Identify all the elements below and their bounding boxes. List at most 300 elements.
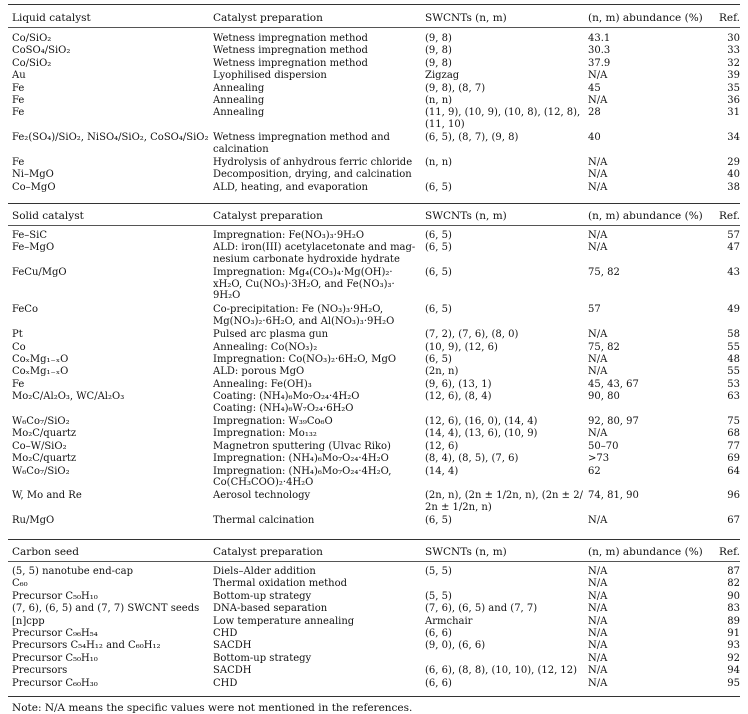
cell-ref xyxy=(700,70,740,82)
cell-line: N/A xyxy=(588,615,608,627)
cell-catalyst xyxy=(12,441,210,453)
cell-line: 83 xyxy=(727,603,740,615)
cell-abundance xyxy=(588,83,692,95)
cell-line: 45 xyxy=(588,82,601,94)
cell-preparation xyxy=(213,453,419,465)
cell-swcnts xyxy=(425,45,585,57)
cell-swcnts xyxy=(425,453,585,465)
cell-line: Mg(NO₃)₂·6H₂O, and Al(NO₃)₃·9H₂O xyxy=(213,315,395,327)
cell-ref xyxy=(700,591,740,603)
cell-line: Impregnation: Co(NO₃)₂·6H₂O, MgO xyxy=(213,354,397,365)
cell-line: 35 xyxy=(727,82,740,94)
cell-line: >73 xyxy=(588,453,610,465)
cell-abundance xyxy=(588,242,692,254)
cell-line: Fe₂(SO₄)/SiO₂, NiSO₄/SiO₂, CoSO₄/SiO₂ xyxy=(12,132,209,144)
cell-line: Co–MgO xyxy=(12,181,56,193)
cell-line: 92, 80, 97 xyxy=(588,416,639,427)
cell-abundance xyxy=(588,591,692,603)
cell-line: Co/SiO₂ xyxy=(12,57,52,69)
cell-preparation xyxy=(213,591,419,603)
cell-swcnts xyxy=(425,304,585,316)
cell-line: (12, 6), (8, 4) xyxy=(425,391,492,403)
cell-line: Annealing: Co(NO₃)₂ xyxy=(213,341,318,353)
cell-ref xyxy=(700,566,740,578)
cell-line: 45, 43, 67 xyxy=(588,378,639,390)
cell-preparation xyxy=(213,107,419,119)
cell-abundance xyxy=(588,70,692,82)
cell-line: N/A xyxy=(588,603,608,615)
cell-abundance xyxy=(588,107,692,119)
cell-line: DNA-based separation xyxy=(213,603,328,615)
cell-line: (14, 4), (13, 6), (10, 9) xyxy=(425,428,538,440)
cell-swcnts xyxy=(425,132,585,144)
cell-abundance xyxy=(588,653,692,665)
cell-line: N/A xyxy=(588,157,608,168)
section-top-rule xyxy=(8,4,740,5)
cell-preparation xyxy=(213,58,419,70)
cell-swcnts xyxy=(425,490,585,513)
cell-ref xyxy=(700,169,740,181)
cell-abundance xyxy=(588,616,692,628)
cell-ref xyxy=(700,107,740,119)
cell-abundance xyxy=(588,640,692,652)
cell-preparation xyxy=(213,428,419,440)
cell-line: (9, 8) xyxy=(425,33,452,44)
cell-line: (2n, n), (2n ± 1/2n, n), (2n ± 2/ xyxy=(425,490,583,502)
cell-line: 40 xyxy=(727,169,740,181)
cell-abundance xyxy=(588,304,692,316)
cell-line: [n]cpp xyxy=(12,615,45,627)
cell-line: Ni–MgO xyxy=(12,169,54,181)
cell-line: 40 xyxy=(588,132,601,144)
section-header-rule xyxy=(8,561,740,562)
cell-abundance xyxy=(588,342,692,354)
cell-line: 31 xyxy=(727,107,740,119)
cell-abundance xyxy=(588,58,692,70)
cell-swcnts xyxy=(425,242,585,254)
cell-preparation xyxy=(213,441,419,453)
cell-line: (6, 5) xyxy=(425,515,452,527)
cell-ref xyxy=(700,95,740,107)
cell-ref xyxy=(700,578,740,590)
cell-catalyst xyxy=(12,33,210,45)
header-cell-ref: Ref. xyxy=(719,546,740,558)
cell-line: 87 xyxy=(727,566,740,577)
cell-line: Mo₂C/Al₂O₃, WC/Al₂O₃ xyxy=(12,391,125,403)
header-cell-abundance: (n, m) abundance (%) xyxy=(588,546,703,558)
cell-preparation xyxy=(213,678,419,690)
cell-ref xyxy=(700,242,740,254)
cell-ref xyxy=(700,466,740,478)
cell-ref xyxy=(700,230,740,242)
cell-line: 94 xyxy=(727,665,740,677)
cell-line: (7, 6), (6, 5) and (7, 7) SWCNT seeds xyxy=(12,603,200,615)
cell-swcnts xyxy=(425,515,585,527)
cell-line: N/A xyxy=(588,578,608,590)
cell-swcnts xyxy=(425,428,585,440)
cell-line: Co-precipitation: Fe (NO₃)₃·9H₂O, xyxy=(213,304,384,316)
cell-line: N/A xyxy=(588,677,608,689)
cell-line: 75, 82 xyxy=(588,341,620,353)
cell-line: Precursor C₅₀H₁₀ xyxy=(12,652,98,664)
cell-line: (9, 8), (8, 7) xyxy=(425,82,486,94)
cell-line: (7, 6), (6, 5) and (7, 7) xyxy=(425,603,538,615)
cell-line: Armchair xyxy=(425,615,473,627)
cell-ref xyxy=(700,58,740,70)
cell-line: 62 xyxy=(588,465,601,477)
cell-swcnts xyxy=(425,342,585,354)
cell-line: N/A xyxy=(588,181,608,193)
cell-line: N/A xyxy=(588,428,608,440)
cell-line: 96 xyxy=(727,490,740,502)
cell-abundance xyxy=(588,466,692,478)
section-top-rule xyxy=(8,539,740,540)
cell-line: 74, 81, 90 xyxy=(588,490,639,502)
cell-catalyst xyxy=(12,628,210,640)
cell-swcnts xyxy=(425,603,585,615)
cell-line: (8, 4), (8, 5), (7, 6) xyxy=(425,453,519,465)
cell-catalyst xyxy=(12,578,210,590)
cell-preparation xyxy=(213,366,419,378)
cell-line: CHD xyxy=(213,677,238,689)
cell-line: ALD: iron(III) acetylacetonate and mag- xyxy=(213,242,416,254)
cell-line: (9, 8) xyxy=(425,45,452,57)
cell-line: Pt xyxy=(12,329,23,341)
cell-line: 53 xyxy=(727,378,740,390)
cell-line: 38 xyxy=(727,181,740,193)
header-cell-catalyst: Liquid catalyst xyxy=(12,12,91,24)
cell-swcnts xyxy=(425,566,585,578)
cell-catalyst xyxy=(12,83,210,95)
cell-line: Wetness impregnation method xyxy=(213,33,368,44)
cell-abundance xyxy=(588,132,692,144)
cell-line: N/A xyxy=(588,329,608,341)
cell-ref xyxy=(700,678,740,690)
cell-line: Fe xyxy=(12,378,25,390)
cell-line: 57 xyxy=(727,230,740,241)
cell-swcnts xyxy=(425,640,585,652)
cell-line: (6, 5) xyxy=(425,181,452,193)
cell-line: N/A xyxy=(588,242,608,254)
cell-preparation xyxy=(213,267,419,302)
cell-line: (6, 5), (8, 7), (9, 8) xyxy=(425,132,519,144)
cell-line: 82 xyxy=(727,578,740,590)
cell-line: Annealing: Fe(OH)₃ xyxy=(213,378,312,390)
cell-preparation xyxy=(213,169,419,181)
cell-swcnts xyxy=(425,95,585,107)
cell-line: Impregnation: Mg₄(CO₃)₄·Mg(OH)₂· xyxy=(213,267,393,279)
cell-line: Mo₂C/quartz xyxy=(12,453,77,465)
cell-line: Au xyxy=(12,70,26,82)
cell-ref xyxy=(700,132,740,144)
cell-line: W₆Co₇/SiO₂ xyxy=(12,416,70,427)
section-header-rule xyxy=(8,225,740,226)
cell-line: (6, 5) xyxy=(425,304,452,316)
cell-line: Fe xyxy=(12,157,25,168)
cell-catalyst xyxy=(12,58,210,70)
cell-line: 43 xyxy=(727,267,740,279)
cell-line: Bottom-up strategy xyxy=(213,652,312,664)
cell-line: FeCu/MgO xyxy=(12,267,67,279)
cell-ref xyxy=(700,45,740,57)
cell-abundance xyxy=(588,603,692,615)
cell-abundance xyxy=(588,391,692,403)
cell-ref xyxy=(700,304,740,316)
cell-line: W₆Co₇/SiO₂ xyxy=(12,465,70,477)
cell-line: (6, 5) xyxy=(425,242,452,254)
cell-line: Diels–Alder addition xyxy=(213,566,316,577)
cell-swcnts xyxy=(425,416,585,428)
cell-abundance xyxy=(588,453,692,465)
cell-line: N/A xyxy=(588,566,608,577)
cell-line: 9H₂O xyxy=(213,290,241,302)
header-cell-abundance: (n, m) abundance (%) xyxy=(588,12,703,24)
cell-swcnts xyxy=(425,678,585,690)
cell-abundance xyxy=(588,515,692,527)
cell-line: (6, 5) xyxy=(425,267,452,279)
cell-abundance xyxy=(588,329,692,341)
cell-preparation xyxy=(213,242,419,265)
cell-abundance xyxy=(588,354,692,366)
cell-swcnts xyxy=(425,70,585,82)
cell-ref xyxy=(700,157,740,169)
cell-preparation xyxy=(213,70,419,82)
cell-catalyst xyxy=(12,132,210,144)
table-bottom-rule xyxy=(8,696,740,697)
cell-line: 37.9 xyxy=(588,57,611,69)
cell-ref xyxy=(700,342,740,354)
table-note: Note: N/A means the specific values were not mentioned in the references. xyxy=(12,702,413,714)
header-cell-catalyst: Carbon seed xyxy=(12,546,79,558)
cell-preparation xyxy=(213,490,419,502)
cell-preparation xyxy=(213,628,419,640)
cell-line: SACDH xyxy=(213,665,252,677)
cell-line: Impregnation: W₃₉Co₆O xyxy=(213,416,333,427)
cell-abundance xyxy=(588,267,692,279)
cell-line: 69 xyxy=(727,453,740,465)
cell-line: Precursor C₉₆H₅₄ xyxy=(12,628,98,639)
cell-catalyst xyxy=(12,70,210,82)
cell-line: (6, 6) xyxy=(425,677,452,689)
cell-line: Impregnation: Mo₁₃₂ xyxy=(213,428,317,440)
cell-line: 68 xyxy=(727,428,740,440)
cell-line: Coating: (NH₄)₆Mo₇O₂₄·4H₂O xyxy=(213,391,360,403)
cell-abundance xyxy=(588,95,692,107)
cell-catalyst xyxy=(12,391,210,403)
cell-line: 91 xyxy=(727,628,740,639)
cell-line: (6, 6), (8, 8), (10, 10), (12, 12) xyxy=(425,665,578,677)
cell-line: Fe–MgO xyxy=(12,242,55,254)
cell-catalyst xyxy=(12,342,210,354)
cell-line: Co–W/SiO₂ xyxy=(12,440,67,452)
header-cell-ref: Ref. xyxy=(719,210,740,222)
cell-line: Low temperature annealing xyxy=(213,615,355,627)
cell-line: 30 xyxy=(727,33,740,44)
cell-line: N/A xyxy=(588,366,608,378)
cell-catalyst xyxy=(12,304,210,316)
cell-line: CoₓMg₁₋ₓO xyxy=(12,354,69,365)
cell-preparation xyxy=(213,566,419,578)
cell-catalyst xyxy=(12,379,210,391)
cell-line: 48 xyxy=(727,354,740,365)
cell-line: 92 xyxy=(727,652,740,664)
cell-line: 50–70 xyxy=(588,440,619,452)
cell-catalyst xyxy=(12,490,210,502)
cell-preparation xyxy=(213,354,419,366)
cell-preparation xyxy=(213,83,419,95)
cell-catalyst xyxy=(12,230,210,242)
cell-line: (7, 2), (7, 6), (8, 0) xyxy=(425,329,519,341)
cell-preparation xyxy=(213,182,419,194)
header-cell-swcnts: SWCNTs (n, m) xyxy=(425,546,507,558)
cell-ref xyxy=(700,329,740,341)
cell-preparation xyxy=(213,603,419,615)
cell-swcnts xyxy=(425,182,585,194)
cell-preparation xyxy=(213,157,419,169)
cell-preparation xyxy=(213,391,419,414)
cell-line: Pulsed arc plasma gun xyxy=(213,329,329,341)
cell-abundance xyxy=(588,182,692,194)
cell-ref xyxy=(700,366,740,378)
cell-line: CoₓMg₁₋ₓO xyxy=(12,366,69,378)
cell-ref xyxy=(700,267,740,279)
cell-line: Co xyxy=(12,341,26,353)
cell-swcnts xyxy=(425,107,585,130)
cell-line: 58 xyxy=(727,329,740,341)
section-top-rule xyxy=(8,203,740,204)
cell-line: Annealing xyxy=(213,107,265,119)
cell-line: Precursor C₆₀H₃₀ xyxy=(12,677,98,689)
cell-line: Thermal calcination xyxy=(213,515,315,527)
cell-preparation xyxy=(213,515,419,527)
cell-line: (6, 6) xyxy=(425,628,452,639)
cell-catalyst xyxy=(12,416,210,428)
cell-line: Wetness impregnation method and xyxy=(213,132,390,144)
cell-line: 36 xyxy=(727,95,740,106)
cell-line: 89 xyxy=(727,615,740,627)
cell-line: Impregnation: Fe(NO₃)₃·9H₂O xyxy=(213,230,365,241)
cell-abundance xyxy=(588,416,692,428)
cell-line: 47 xyxy=(727,242,740,254)
cell-line: Ru/MgO xyxy=(12,515,55,527)
cell-line: (11, 10) xyxy=(425,118,465,130)
cell-catalyst xyxy=(12,640,210,652)
cell-line: Aerosol technology xyxy=(213,490,311,502)
cell-line: Thermal oxidation method xyxy=(213,578,347,590)
cell-preparation xyxy=(213,304,419,327)
cell-line: Magnetron sputtering (Ulvac Riko) xyxy=(213,440,391,452)
cell-line: (10, 9), (12, 6) xyxy=(425,341,498,353)
cell-catalyst xyxy=(12,566,210,578)
cell-line: 93 xyxy=(727,640,740,652)
cell-line: 77 xyxy=(727,440,740,452)
cell-swcnts xyxy=(425,591,585,603)
header-cell-preparation: Catalyst preparation xyxy=(213,546,323,558)
cell-catalyst xyxy=(12,515,210,527)
cell-swcnts xyxy=(425,379,585,391)
cell-swcnts xyxy=(425,83,585,95)
cell-catalyst xyxy=(12,242,210,254)
header-cell-preparation: Catalyst preparation xyxy=(213,210,323,222)
cell-line: (9, 6), (13, 1) xyxy=(425,378,492,390)
cell-catalyst xyxy=(12,366,210,378)
cell-line: 32 xyxy=(727,57,740,69)
cell-catalyst xyxy=(12,157,210,169)
cell-line: N/A xyxy=(588,169,608,181)
header-cell-catalyst: Solid catalyst xyxy=(12,210,84,222)
cell-ref xyxy=(700,616,740,628)
cell-preparation xyxy=(213,665,419,677)
cell-swcnts xyxy=(425,391,585,403)
cell-line: 39 xyxy=(727,70,740,82)
cell-line: Bottom-up strategy xyxy=(213,590,312,602)
cell-line: Fe xyxy=(12,82,25,94)
cell-line: Decomposition, drying, and calcination xyxy=(213,169,412,181)
cell-line: Wetness impregnation method xyxy=(213,57,368,69)
header-cell-swcnts: SWCNTs (n, m) xyxy=(425,210,507,222)
header-cell-swcnts: SWCNTs (n, m) xyxy=(425,12,507,24)
cell-line: FeCo xyxy=(12,304,38,316)
cell-swcnts xyxy=(425,628,585,640)
cell-ref xyxy=(700,83,740,95)
cell-abundance xyxy=(588,157,692,169)
cell-line: (5, 5) xyxy=(425,590,452,602)
cell-preparation xyxy=(213,132,419,155)
cell-swcnts xyxy=(425,665,585,677)
cell-line: Fe–SiC xyxy=(12,230,48,241)
cell-line: N/A xyxy=(588,70,608,82)
cell-catalyst xyxy=(12,591,210,603)
cell-line: CHD xyxy=(213,628,238,639)
section-header-rule xyxy=(8,27,740,28)
cell-line: 29 xyxy=(727,157,740,168)
cell-swcnts xyxy=(425,616,585,628)
cell-line: Precursors xyxy=(12,665,68,677)
cell-line: (12, 6), (16, 0), (14, 4) xyxy=(425,416,538,427)
cell-ref xyxy=(700,453,740,465)
cell-line: 30.3 xyxy=(588,45,611,57)
cell-line: Hydrolysis of anhydrous ferric chloride xyxy=(213,157,413,168)
cell-line: (11, 9), (10, 9), (10, 8), (12, 8), xyxy=(425,107,581,119)
cell-ref xyxy=(700,640,740,652)
cell-line: xH₂O, Cu(NO₃)·3H₂O, and Fe(NO₃)₃· xyxy=(213,278,395,290)
cell-line: Fe xyxy=(12,95,25,106)
cell-line: 55 xyxy=(727,366,740,378)
cell-abundance xyxy=(588,428,692,440)
cell-preparation xyxy=(213,379,419,391)
cell-line: N/A xyxy=(588,628,608,639)
cell-swcnts xyxy=(425,33,585,45)
cell-swcnts xyxy=(425,157,585,169)
cell-line: W, Mo and Re xyxy=(12,490,82,502)
cell-ref xyxy=(700,182,740,194)
cell-line: N/A xyxy=(588,515,608,527)
cell-line: Co/SiO₂ xyxy=(12,33,52,44)
cell-line: 75, 82 xyxy=(588,267,620,279)
cell-ref xyxy=(700,428,740,440)
cell-line: N/A xyxy=(588,95,608,106)
cell-line: N/A xyxy=(588,230,608,241)
cell-preparation xyxy=(213,230,419,242)
cell-abundance xyxy=(588,379,692,391)
cell-line: Zigzag xyxy=(425,70,460,82)
cell-preparation xyxy=(213,416,419,428)
cell-line: (6, 5) xyxy=(425,354,452,365)
cell-line: (5, 5) nanotube end-cap xyxy=(12,566,133,577)
cell-line: nesium carbonate hydroxide hydrate xyxy=(213,253,400,265)
cell-preparation xyxy=(213,342,419,354)
cell-line: C₆₀ xyxy=(12,578,28,590)
